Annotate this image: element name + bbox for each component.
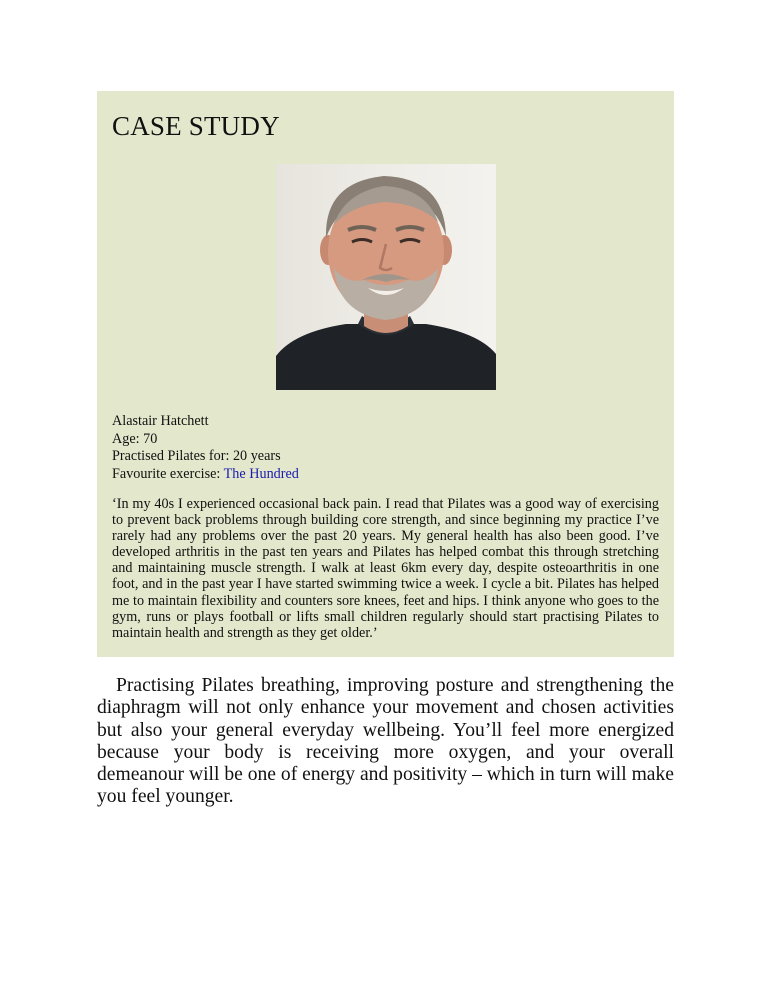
- profile-practised: Practised Pilates for: 20 years: [112, 448, 281, 465]
- body-paragraph: Practising Pilates breathing, improving posture and strengthening the diaphragm will not only enhance your movement and chosen activities but also your general everyday wellbeing. You’ll feel more energized because your body is receiving more oxygen, and your overall demeanour will be one of energy and positivity – which in turn will make you feel younger.: [97, 675, 674, 808]
- favourite-exercise-label: Favourite exercise:: [112, 465, 224, 482]
- profile-name: Alastair Hatchett: [112, 413, 209, 429]
- testimonial-quote: ‘In my 40s I experienced occasional back pain. I read that Pilates was a good way of exercising to prevent back problems through building core strength, and since beginning my practice I’ve rarely had any problems over the past 20 years. My general health has also been good. I’ve developed arthritis in the past ten years and Pilates has helped combat this through stretching and maintaining muscle strength. I walk at least 6km every day, despite osteoarthritis in one foot, and in the past year I have started swimming twice a week. I cycle a bit. Pilates has helped me to maintain flexibility and counters sore knees, feet and hips. I think anyone who goes to the gym, runs or plays football or lifts small children regularly should start practising Pilates to maintain health and strength as they get older.’: [112, 496, 659, 641]
- portrait-illustration: [276, 164, 496, 390]
- profile-details: [112, 413, 299, 483]
- case-study-title: CASE STUDY: [112, 111, 280, 141]
- case-study-box: [97, 91, 674, 657]
- favourite-exercise-link[interactable]: The Hundred: [223, 465, 299, 482]
- portrait-photo: [276, 164, 496, 390]
- profile-favourite-exercise: [112, 466, 299, 484]
- profile-age: Age: 70: [112, 430, 158, 447]
